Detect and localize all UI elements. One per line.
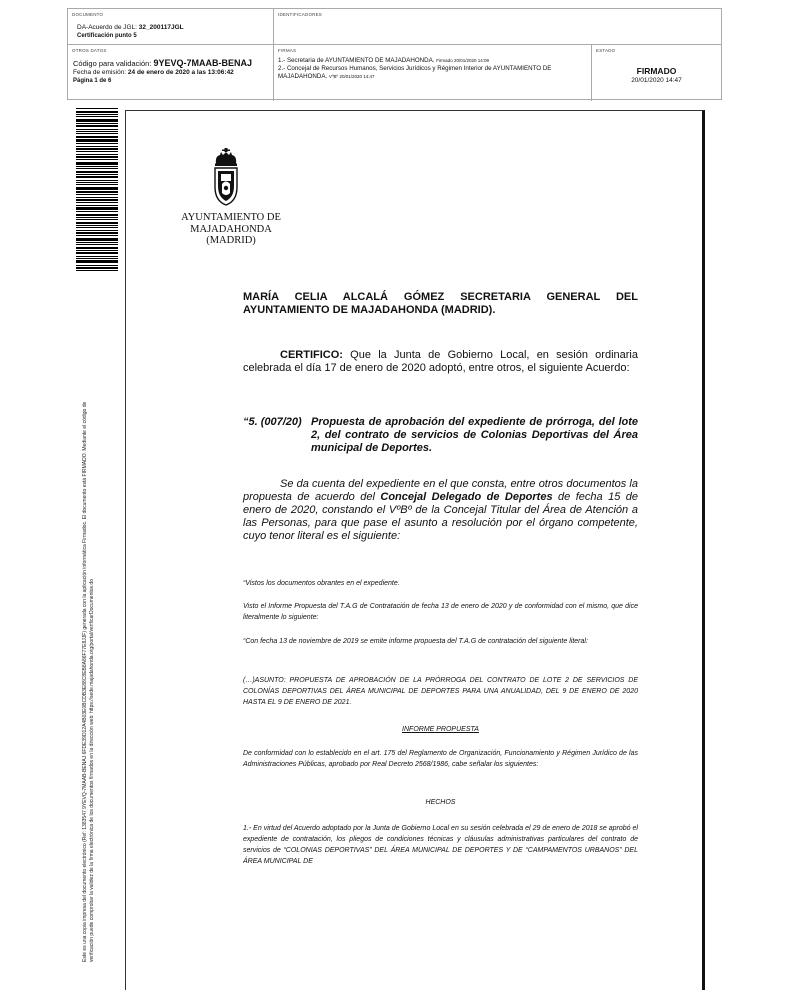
barcode-bar [76,222,118,224]
estado-date: 20/01/2020 14:47 [631,77,682,84]
barcode-bar [76,168,118,169]
firma-2-text: 2.- Concejal de Recursos Humanos, Servicios Jurídicos y Régimen Interior de AYUNTAMIENTO DE MAJADAHONDA. [278,65,552,80]
document-page [125,110,705,990]
firma-1-date: Firmado 20/01/2020 14:09 [436,58,489,63]
quote-conformidad: De conformidad con lo establecido en el art. 175 del Reglamento de Organización, Funcionamiento y Régimen Jurídico de las Administraciones Públicas, aprobado por Real Decreto 2568/1986, cabe señalar los siguientes: [243,750,638,768]
para-part-2: de fecha 15 de enero de 2020, constando el VºBº de la Concejal Titular del Área de Atención a las Personas, para que pase el asunto a resolución por el órgano competente, cuyo tenor literal es el siguiente: [243,491,638,542]
barcode-bar [76,219,118,220]
barcode [76,108,118,275]
barcode-bar [76,174,118,175]
certifico-paragraph [243,349,638,375]
barcode-bar [76,139,118,142]
informe-propuesta-heading [243,724,638,735]
para-bold: Concejal Delegado de Deportes [380,491,553,503]
barcode-bar [76,225,118,226]
letterhead [166,212,296,247]
barcode-bar [76,250,118,251]
barcode-bar [76,123,118,124]
barcode-bar [76,202,118,203]
barcode-bar [76,159,118,160]
document-heading [243,291,638,317]
barcode-bar [76,197,118,198]
barcode-bar [76,131,118,132]
barcode-bar [76,111,118,113]
barcode-bar [76,116,118,117]
certifico-text: Que la Junta de Gobierno Local, en sesión ordinaria celebrada el día 17 de enero de 2020 adoptó, entre otros, el siguiente Acuerdo: [243,349,638,374]
otros-datos-cell [68,45,274,101]
identificadores-cell [274,9,721,45]
firma-1 [278,57,588,65]
barcode-bar [76,108,118,109]
heading-line-1: MARÍA CELIA ALCALÁ GÓMEZ SECRETARIA GENERAL DEL [243,291,638,303]
verification-side-text [82,297,96,962]
barcode-bar [76,247,118,249]
agenda-item [243,416,638,455]
barcode-bar [76,182,118,183]
barcode-bar [76,176,118,178]
barcode-bar [76,119,118,122]
barcode-bar [76,114,118,115]
barcode-bar [76,162,118,165]
codigo-validacion [73,58,252,68]
letterhead-line-2: MAJADAHONDA [190,223,272,235]
barcode-bar [76,171,118,173]
barcode-bar [76,156,118,158]
barcode-bar [76,252,118,254]
firmas-cell [274,45,592,101]
informe-propuesta-text: INFORME PROPUESTA [402,726,479,733]
barcode-bar [76,256,118,257]
barcode-bar [76,265,118,266]
letterhead-line-3: (MADRID) [206,235,256,246]
quote-vistos: “Vistos los documentos obrantes en el expediente. [243,580,400,587]
barcode-bar [76,180,118,181]
barcode-bar [76,232,118,234]
barcode-bar [76,133,118,134]
barcode-bar [76,211,118,212]
otros-datos-label: OTROS DATOS [72,48,107,53]
barcode-bar [76,154,118,155]
codigo-value: 9YEVQ-7MAAB-BENAJ [153,58,252,68]
document-metadata-box [67,8,722,100]
barcode-bar [76,205,118,206]
barcode-bar [76,136,118,138]
barcode-bar [76,260,118,263]
documento-cell [68,9,274,45]
pagina-indicator: Página 1 de 6 [73,78,112,84]
quote-asunto: (…)ASUNTO: PROPUESTA DE APROBACIÓN DE LA PRÓRROGA DEL CONTRATO DE LOTE 2 DE SERVICIOS DE COLONÍAS DEPORTIVAS DEL ÁREA MUNICIPAL DE DEPORTES PARA UNA ANUALIDAD, DEL 9 DE ENERO DE 2020 HASTA EL 9 DE ENERO DE 2021. [243,677,638,706]
barcode-bar [76,214,118,216]
documento-value: 32_200117JGL [138,24,184,31]
barcode-bar [76,148,118,150]
heading-line-2: AYUNTAMIENTO DE MAJADAHONDA (MADRID). [243,304,496,316]
estado-cell [592,45,721,101]
coat-of-arms-icon [209,147,243,207]
agenda-item-number: “5. (007/20) [243,416,302,428]
barcode-bar [76,191,118,193]
barcode-bar [76,151,118,152]
codigo-prefix: Código para validación: [73,59,154,68]
firma-2 [278,65,588,80]
barcode-bar [76,194,118,195]
expediente-paragraph [243,478,638,543]
documento-subtitle: Certificación punto 5 [77,33,137,39]
documento-prefix: DA-Acuerdo de JGL: [77,24,139,31]
barcode-bar [76,267,118,269]
barcode-bar [76,146,118,147]
certifico-label: CERTIFICO: [280,349,343,361]
barcode-bar [76,235,118,236]
documento-line [77,24,184,31]
side-text-line-2: verificación puede comprobar la validez de la firma electrónica de los documentos firmados en la dirección web: https://sede.majadahonda.org/portal/verificarDocumentos.do [89,579,95,962]
firmas-label: FIRMAS [278,48,297,53]
firma-2-date: VºBº 20/01/2020 14:47 [328,73,375,79]
fecha-value: 24 de enero de 2020 a las 13:06:42 [127,69,234,76]
barcode-bar [76,207,118,210]
quote-hecho-1: 1.- En virtud del Acuerdo adoptado por la Junta de Gobierno Local en su sesión celebrada el 29 de enero de 2018 se aprobó el expediente de contratación, los pliegos de condiciones técnicas y cláusulas administrativas particulares del contrato de servicios de “COLONIAS DEPORTIVAS” DEL ÁREA MUNICIPAL DE DEPORTES Y DE “CAMPAMENTOS URBANOS” DEL ÁREA MUNICIPAL DE [243,825,638,865]
barcode-bar [76,199,118,201]
agenda-item-title: Propuesta de aprobación del expediente de prórroga, del lote 2, del contrato de servicios de Colonias Deportivas del Área municipal de Deportes. [311,416,638,454]
barcode-bar [76,125,118,127]
barcode-bar [76,227,118,228]
barcode-bar [76,129,118,130]
barcode-bar [76,238,118,241]
barcode-bar [76,166,118,167]
letterhead-line-1: AYUNTAMIENTO DE [181,212,281,223]
side-text-line-1: Este es una copia impresa del documento electrónico (Ref: 1383547 9YEVQ-7MAAB-BENAJ 6FDE39D12A4B03E0BCDB3E88C8EB8A86F77E8JJF) generada con la aplicación informática Firmadoc. El documento está FIRMADO. Mediante el código de [82,401,88,962]
fecha-prefix: Fecha de emisión: [73,69,128,76]
fecha-emision [73,69,234,76]
identificadores-label: IDENTIFICADORES [278,12,323,17]
quote-con-fecha: “Con fecha 13 de noviembre de 2019 se emite informe propuesta del T.A.G de contratación del siguiente literal: [243,638,588,645]
barcode-bar [76,270,118,271]
barcode-bar [76,187,118,190]
barcode-bar [76,184,118,185]
barcode-bar [76,244,118,245]
barcode-bar [76,143,118,144]
quote-visto-informe: Visto el Informe Propuesta del T.A.G de Contratación de fecha 13 de enero de 2020 y de conformidad con el mismo, que dice literalmente lo siguiente: [243,603,638,621]
barcode-bar [76,217,118,218]
documento-label: DOCUMENTO [72,12,104,17]
estado-value: FIRMADO [636,66,677,76]
estado-label: ESTADO [596,48,616,53]
hechos-heading: HECHOS [425,799,456,806]
barcode-bar [76,230,118,231]
barcode-bar [76,258,118,259]
firma-1-text: 1.- Secretaria de AYUNTAMIENTO DE MAJADAHONDA. [278,57,435,64]
barcode-bar [76,242,118,243]
para-part-1: Se da cuenta del expediente en el que consta, entre otros documentos la propuesta de acuerdo del [243,478,638,503]
